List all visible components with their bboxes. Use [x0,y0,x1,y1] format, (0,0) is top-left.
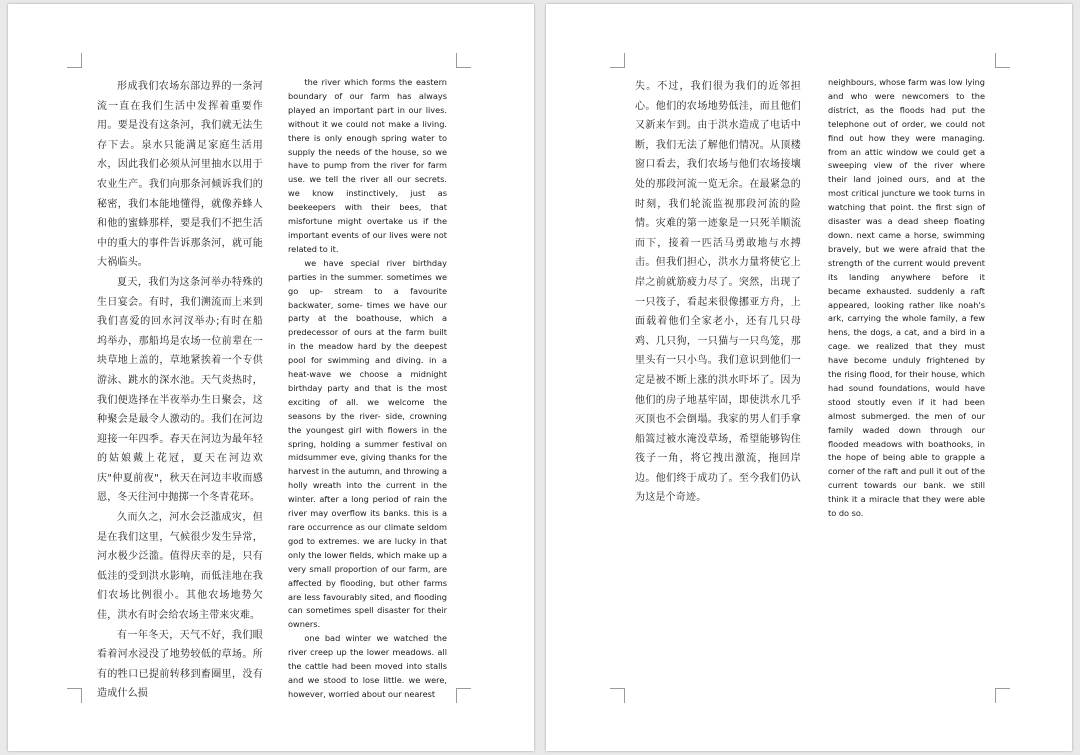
paragraph: 久而久之，河水会泛滥成灾，但是在我们这里，气候很少发生异常，河水极少泛滥。值得庆幸的是，只有低洼的受到洪水影响，而低洼地在我们农场比例很小。其他农场地势欠佳，洪水有时会给农场主带来灾难。 [97,512,263,622]
document-page-2 [546,4,1072,751]
chinese-text-column [97,77,263,704]
paragraph: 失。不过，我们很为我们的近邻担心。他们的农场地势低洼，而且他们又新来乍到。由于洪水造成了电话中断，我们无法了解他们情况。从顶楼窗口看去，我们农场与他们农场接壤处的那段河流一览无余。在最紧急的时刻，我们轮流监视那段河流的险情。灾难的第一迹象是一只死羊顺流而下，接着一匹活马勇敢地与水搏击。但我们担心，洪水力量将使它上岸之前就筋疲力尽了。突然，出现了一只筏子，看起来很像挪亚方舟，上面载着他们全家老小，还有几只母鸡、几只狗，一只猫与一只鸟笼，那里头有一只小鸟。我们意识到他们一定是被不断上涨的洪水吓坏了。因为他们的房子地基牢固，即使洪水几乎灭顶也不会倒塌。我家的男人们手拿船篙过被水淹没草场，希望能够钩住筏子一角，将它拽出激流，拖回岸边。他们终于成功了。至今我们仍认为这是个奇迹。 [635,81,801,504]
margin-corner-mark [995,688,1010,703]
margin-corner-mark [456,688,471,703]
margin-corner-mark [610,688,625,703]
paragraph: we have special river birthday parties in the summer. sometimes we go up- stream to a favourite backwater, some- times we have our party at the boathouse, which a predecessor of ours at the farm built in the meadow hard by the deepest pool for swimming and diving. in a heat-wave we choose a midnight birthday party and that is the most exciting of all. we welcome the seasons by the river- side, crowning the youngest girl with flowers in the spring, holding a summer festival on midsummer eve, giving thanks for the harvest in the autumn, and throwing a holly wreath into the current in the winter. after a long period of rain the river may overflow its banks. this is a rare occurrence as our climate seldom god to extremes. we are lucky in that only the lower fields, which make up a very small proportion of our farm, are affected by flooding, but other farms are less favourably sited, and flooding can sometimes spell disaster for their owners. [288,257,447,630]
paragraph: neighbours, whose farm was low lying and who were newcomers to the district, as the floods had put the telephone out of order, we could not find out how they were managing. from an attic window we could get a sweeping view of the river where their land joined ours, and at the most critical juncture we took turns in watching that point. the first sign of disaster was a dead sheep floating down. next came a horse, swimming bravely, but we were afraid that the strength of the current would prevent its landing anywhere before it became exhausted. suddenly a raft appeared, looking rather like noah's ark, carrying the whole family, a few hens, the dogs, a cat, and a bird in a cage. we realized that they must have become unduly frightened by the rising flood, for their house, which had sound foundations, would have stood stoutly even if it had been almost submerged. the men of our family waded down through our flooded meadows with boathooks, in the hope of being able to grapple a corner of the raft and pull it out of the current towards our bank. we still think it a miracle that they were able to do so. [828,77,985,519]
chinese-text-column [635,77,801,508]
paragraph: one bad winter we watched the river creep up the lower meadows. all the cattle had been moved into stalls and we stood to lose little. we were, however, worried about our nearest [288,633,447,699]
margin-corner-mark [995,53,1010,68]
margin-corner-mark [67,688,82,703]
paragraph: 形成我们农场东部边界的一条河流一直在我们生活中发挥着重要作用。要是没有这条河，我们就无法生存下去。泉水只能满足家庭生活用水，因此我们必须从河里抽水以用于农业生产。我们向那条河倾诉我们的秘密，我们本能地懂得，就像养蜂人和他的蜜蜂那样，要是我们不把生活中的重大的事件告诉那条河，就可能大祸临头。 [97,81,263,269]
margin-corner-mark [610,53,625,68]
paragraph: 夏天，我们为这条河举办特殊的生日宴会。有时，我们溯流而上来到我们喜爱的回水河汊举办;有时在船坞举办，那船坞是农场一位前辈在一块草地上盖的，草地紧挨着一个专供游泳、跳水的深水池。天气炎热时，我们便选择在半夜举办生日聚会，这种聚会是最令人激动的。我们在河边迎接一年四季。春天在河边为最年轻的姑娘戴上花冠，夏天在河边欢庆"仲夏前夜"，秋天在河边丰收而感恩，冬天往河中抛掷一个冬青花环。 [97,276,263,504]
english-text-column [288,76,447,702]
english-text-column [828,76,985,521]
paragraph: 有一年冬天，天气不好，我们眼看着河水浸没了地势较低的草场。所有的牲口已提前转移到畜圈里，没有造成什么损 [97,629,263,700]
margin-corner-mark [456,53,471,68]
paragraph: the river which forms the eastern boundary of our farm has always played an important part in our lives. without it we could not make a living. there is only enough spring water to supply the needs of the house, so we have to pump from the river for farm use. we tell the river all our secrets. we know instinctively, just as beekeepers with their bees, that misfortune might overtake us if the important events of our lives were not related to it. [288,77,447,254]
margin-corner-mark [67,53,82,68]
document-page-1 [8,4,534,751]
